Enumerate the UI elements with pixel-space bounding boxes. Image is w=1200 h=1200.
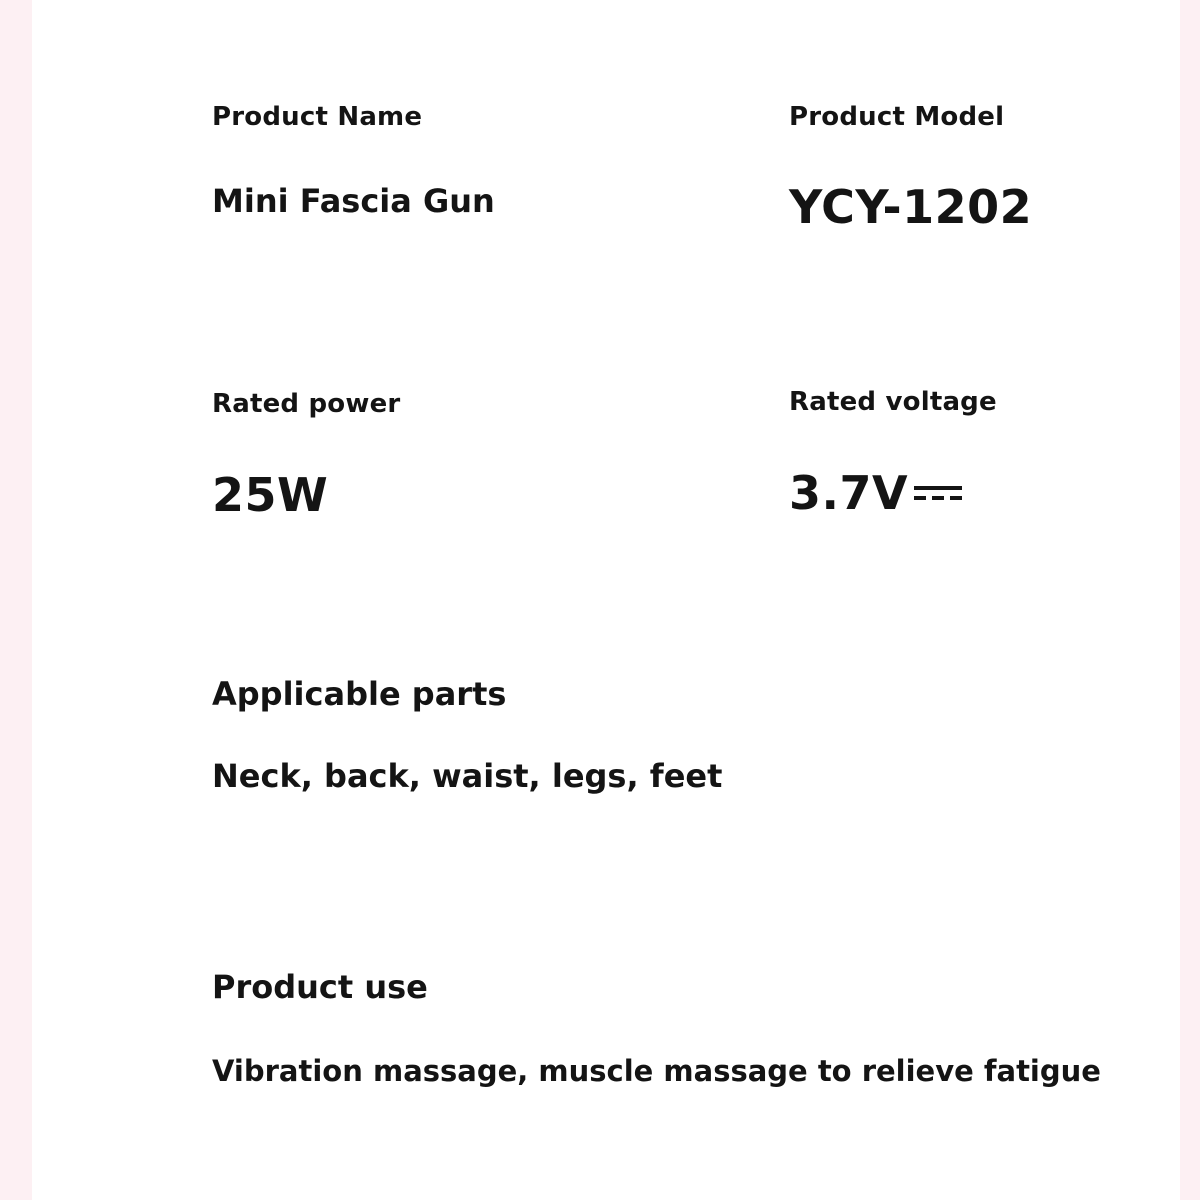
rated-voltage-label: Rated voltage	[789, 387, 997, 417]
applicable-parts-value: Neck, back, waist, legs, feet	[212, 757, 723, 795]
product-use-label: Product use	[212, 968, 428, 1006]
rated-voltage-value: 3.7V	[789, 466, 909, 520]
product-name-value: Mini Fascia Gun	[212, 182, 495, 220]
product-name-label: Product Name	[212, 102, 423, 132]
rated-voltage-value-group	[789, 466, 962, 520]
dc-current-icon	[914, 483, 962, 503]
applicable-parts-label: Applicable parts	[212, 675, 507, 713]
rated-power-label: Rated power	[212, 389, 401, 419]
product-use-value: Vibration massage, muscle massage to relieve fatigue	[212, 1054, 1101, 1088]
product-model-value: YCY-1202	[789, 180, 1033, 234]
product-model-label: Product Model	[789, 102, 1005, 132]
rated-power-value: 25W	[212, 468, 329, 522]
spec-sheet	[32, 0, 1180, 1200]
